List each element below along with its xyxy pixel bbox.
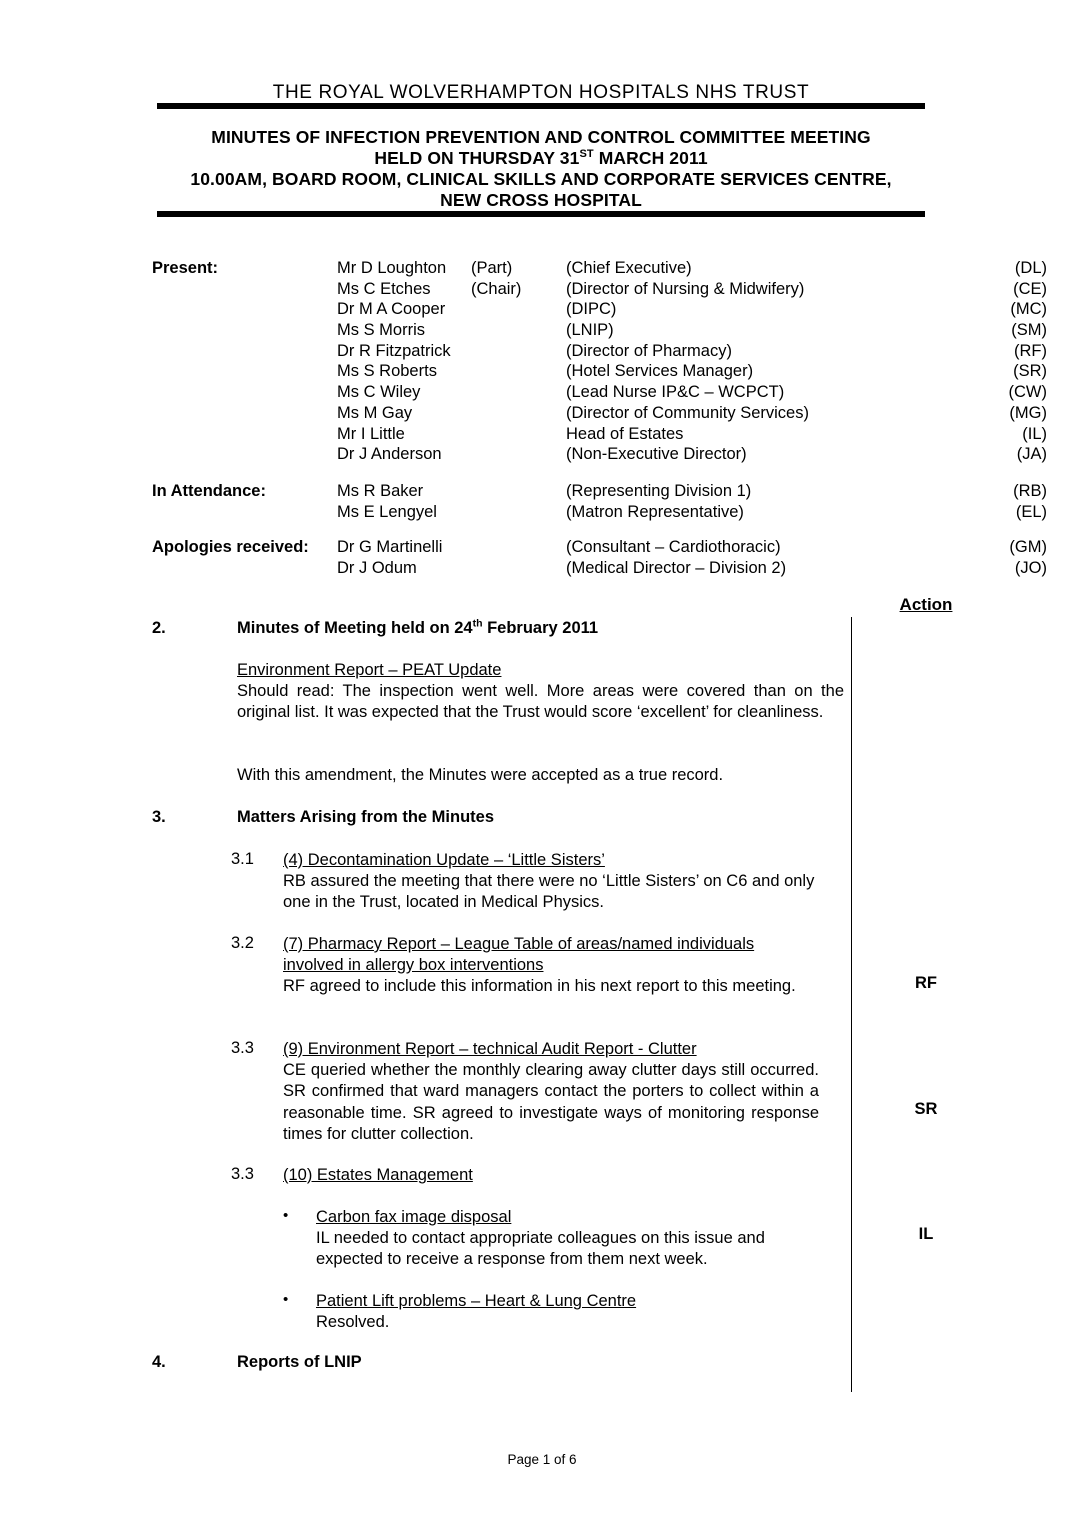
item-3-1-heading: (4) Decontamination Update – ‘Little Sisters’ xyxy=(283,851,605,869)
header-rule-top xyxy=(157,103,925,109)
attendee-role: (Matron Representative) xyxy=(566,502,744,521)
attendee-name: Ms E Lengyel xyxy=(337,502,437,521)
attendee-row xyxy=(337,537,1047,558)
attendee-row xyxy=(337,279,1047,300)
action-mark-il: IL xyxy=(918,1225,934,1243)
action-header-text: Action xyxy=(899,595,953,614)
meeting-title xyxy=(157,127,925,211)
item-2-closing: With this amendment, the Minutes were accepted as a true record. xyxy=(237,766,724,784)
item-2-subheading: Environment Report – PEAT Update xyxy=(237,661,502,679)
item-3-title: Matters Arising from the Minutes xyxy=(237,808,494,826)
attendee-row xyxy=(337,382,1047,403)
item-4-title: Reports of LNIP xyxy=(237,1353,362,1371)
bullet-1-body: IL needed to contact appropriate colleagues on this issue and expected to receive a response from them next week. xyxy=(316,1229,765,1269)
apologies-rows xyxy=(337,537,1047,578)
attendee-name: Dr J Odum xyxy=(337,558,417,577)
meeting-date-pre: HELD ON THURSDAY 31 xyxy=(374,148,580,168)
attendee-initials: (JA) xyxy=(1016,445,1047,464)
item-3-3-a-heading: (9) Environment Report – technical Audit Report - Clutter xyxy=(283,1040,697,1058)
item-3-1-body: RB assured the meeting that there were no ‘Little Sisters’ on C6 and only one in the Trust, located in Medical Physics. xyxy=(283,872,815,912)
item-2-title-ordinal: th xyxy=(472,617,483,630)
item-2-title-pre: Minutes of Meeting held on 24 xyxy=(237,619,473,637)
attendee-name: Dr M A Cooper xyxy=(337,300,446,319)
attendee-role: (Lead Nurse IP&C – WCPCT) xyxy=(566,383,785,402)
item-3-1-number: 3.1 xyxy=(231,850,254,868)
apologies-label: Apologies received: xyxy=(152,538,309,556)
attendee-row xyxy=(337,299,1047,320)
attendee-role: (Director of Nursing & Midwifery) xyxy=(566,279,805,298)
attendee-name: Dr R Fitzpatrick xyxy=(337,341,451,360)
attendee-role: (Director of Pharmacy) xyxy=(566,341,732,360)
meeting-title-line-3: 10.00AM, BOARD ROOM, CLINICAL SKILLS AND CORPORATE SERVICES CENTRE, xyxy=(190,169,892,189)
attendee-initials: (JO) xyxy=(1014,558,1047,577)
meeting-title-line-2 xyxy=(157,148,925,169)
attendee-row xyxy=(337,403,1047,424)
item-3-2-number: 3.2 xyxy=(231,934,254,952)
bullet-2-title: Patient Lift problems – Heart & Lung Centre xyxy=(316,1292,637,1310)
meeting-title-line-4: NEW CROSS HOSPITAL xyxy=(440,190,642,210)
attendee-row xyxy=(337,361,1047,382)
action-column-header xyxy=(876,595,976,615)
attendee-name: Ms C Wiley xyxy=(337,383,421,402)
attendee-name: Dr J Anderson xyxy=(337,445,442,464)
present-label: Present: xyxy=(152,259,219,277)
attendee-role: (Director of Community Services) xyxy=(566,403,809,422)
meeting-date-post: MARCH 2011 xyxy=(593,148,708,168)
attendee-name: Ms S Roberts xyxy=(337,362,437,381)
attendee-name: Ms M Gay xyxy=(337,403,413,422)
bullet-1-title: Carbon fax image disposal xyxy=(316,1208,512,1226)
attendee-row xyxy=(337,320,1047,341)
attendee-role: (DIPC) xyxy=(566,300,617,319)
attendee-initials: (SR) xyxy=(1013,362,1047,381)
in-attendance-label: In Attendance: xyxy=(152,482,266,500)
attendee-role: (Medical Director – Division 2) xyxy=(566,558,787,577)
attendee-row xyxy=(337,341,1047,362)
attendee-initials: (IL) xyxy=(1022,424,1047,443)
item-3-3-b-heading: (10) Estates Management xyxy=(283,1166,473,1184)
item-3-3-b-number: 3.3 xyxy=(231,1165,254,1183)
attendee-initials: (MC) xyxy=(1010,300,1047,319)
attendee-initials: (RF) xyxy=(1014,341,1047,360)
item-2-body: Should read: The inspection went well. More areas were covered than on the original list. It was expected that the Trust would score ‘excellent’ for cleanliness. xyxy=(237,682,844,722)
meeting-date-ordinal: ST xyxy=(579,148,594,161)
attendee-name: Mr D Loughton xyxy=(337,259,447,277)
item-3-3-a-number: 3.3 xyxy=(231,1039,254,1057)
attendee-role: (LNIP) xyxy=(566,321,614,340)
attendee-role: (Chief Executive) xyxy=(566,259,692,277)
bullet-marker-icon: • xyxy=(283,1291,289,1308)
attendee-role: (Representing Division 1) xyxy=(566,482,752,500)
item-3-2-heading-line-1: (7) Pharmacy Report – League Table of areas/named individuals xyxy=(283,935,755,953)
attendee-role: (Consultant – Cardiothoracic) xyxy=(566,538,781,556)
attendee-initials: (SM) xyxy=(1011,321,1047,340)
bullet-marker-icon: • xyxy=(283,1207,289,1224)
attendee-qualifier: (Part) xyxy=(471,259,513,277)
item-3-number: 3. xyxy=(152,808,166,826)
action-column-divider xyxy=(851,617,852,1392)
attendee-row xyxy=(337,424,1047,445)
page-footer: Page 1 of 6 xyxy=(507,1452,577,1467)
attendee-row xyxy=(337,558,1047,579)
attendee-initials: (RB) xyxy=(1013,482,1047,500)
attendee-name: Mr I Little xyxy=(337,424,405,443)
attendee-row xyxy=(337,444,1047,465)
item-2-number: 2. xyxy=(152,619,166,637)
attendee-qualifier: (Chair) xyxy=(471,279,522,298)
organisation-title: THE ROYAL WOLVERHAMPTON HOSPITALS NHS TRUST xyxy=(272,82,810,103)
attendee-initials: (EL) xyxy=(1015,502,1047,521)
attendee-name: Ms S Morris xyxy=(337,321,425,340)
attendee-role: (Non-Executive Director) xyxy=(566,445,747,464)
attendee-role: (Hotel Services Manager) xyxy=(566,362,754,381)
bullet-2-body: Resolved. xyxy=(316,1313,390,1331)
present-rows xyxy=(337,258,1047,465)
attendee-row xyxy=(337,502,1047,523)
item-3-2-heading-line-2: involved in allergy box interventions xyxy=(283,956,544,974)
meeting-title-line-1: MINUTES OF INFECTION PREVENTION AND CONTROL COMMITTEE MEETING xyxy=(211,127,871,147)
attendee-initials: (GM) xyxy=(1009,538,1047,556)
attendee-name: Dr G Martinelli xyxy=(337,538,443,556)
item-2-title-post: February 2011 xyxy=(482,619,599,637)
attendee-row xyxy=(337,258,1047,279)
item-4-number: 4. xyxy=(152,1353,166,1371)
item-3-3-a-body: CE queried whether the monthly clearing away clutter days still occurred. SR confirmed that ward managers contact the porters to collect within a reasonable time. SR agreed to investigate ways of monitoring response times for clutter collection. xyxy=(283,1061,819,1144)
item-3-2-body: RF agreed to include this information in his next report to this meeting. xyxy=(283,977,796,995)
attendee-role: Head of Estates xyxy=(566,424,684,443)
attendee-initials: (MG) xyxy=(1009,403,1047,422)
attendee-initials: (CE) xyxy=(1013,279,1047,298)
in-attendance-rows xyxy=(337,481,1047,522)
action-mark-rf: RF xyxy=(915,974,937,992)
attendee-initials: (CW) xyxy=(1008,383,1047,402)
attendee-name: Ms R Baker xyxy=(337,482,424,500)
item-2-title xyxy=(237,619,598,638)
header-rule-bottom xyxy=(157,211,925,217)
attendee-row xyxy=(337,481,1047,502)
action-mark-sr: SR xyxy=(914,1100,938,1118)
attendee-initials: (DL) xyxy=(1014,259,1047,277)
attendee-name: Ms C Etches xyxy=(337,279,431,298)
